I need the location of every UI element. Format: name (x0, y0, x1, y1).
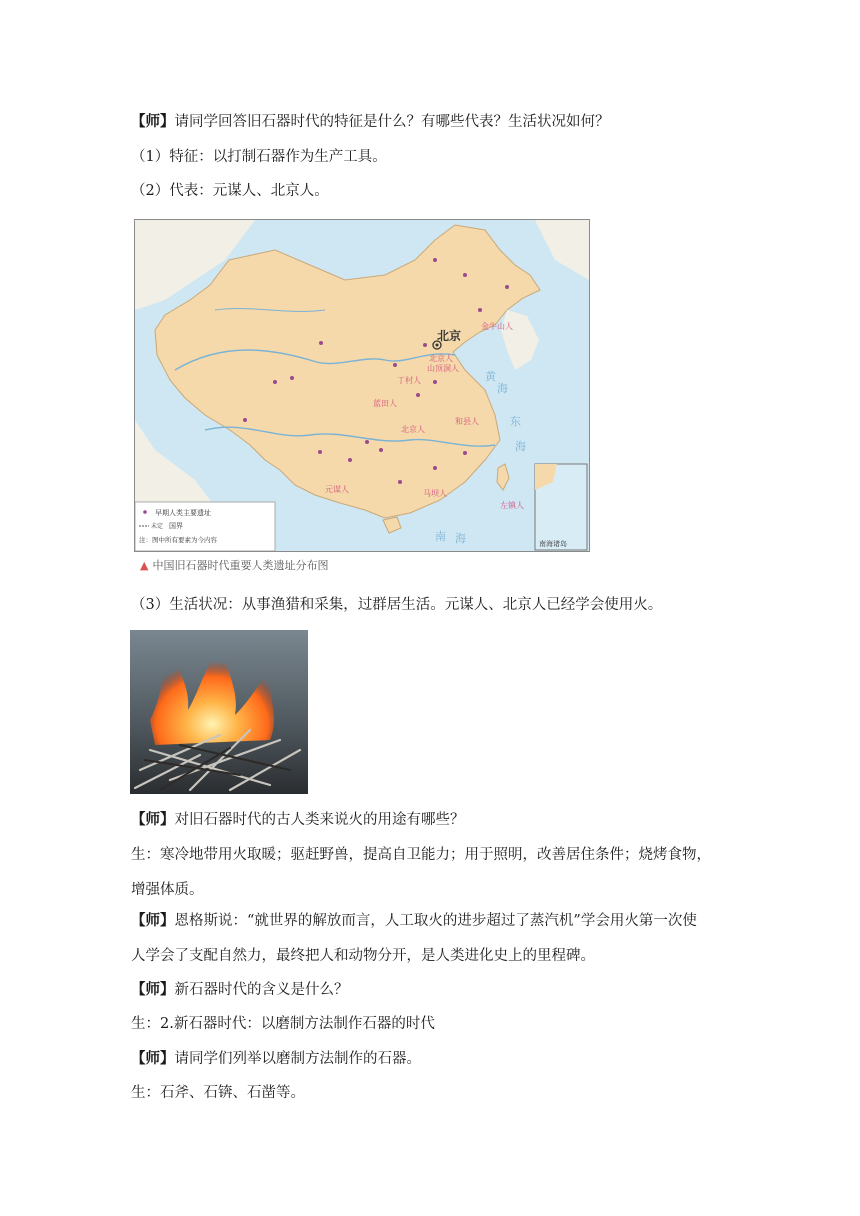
sea-label-east-1: 东 (510, 415, 521, 428)
site-label-dingcun: 丁村人 (397, 376, 421, 385)
campfire-graphic (130, 630, 308, 794)
sea-label-yellow-2: 海 (497, 382, 508, 395)
capital-label: 北京 (437, 329, 462, 343)
inset-label: 南海诸岛 (539, 540, 567, 548)
teacher-engels-quote-1: 【师】恩格斯说：“就世界的解放而言，人工取火的进步超过了蒸汽机”学会用火第一次使 (131, 912, 697, 929)
teacher-question-1: 【师】请同学回答旧石器时代的特征是什么？有哪些代表？生活状况如何？ (131, 113, 610, 130)
legend-border-label: 国界 (169, 522, 183, 530)
site-label-beijing-2: 北京人 (401, 425, 425, 434)
student-answer-fire-1: 生：寒冷地带用火取暖；驱赶野兽，提高自卫能力；用于照明，改善居住条件；烧烤食物， (131, 847, 711, 863)
map-caption (140, 557, 328, 573)
map-legend (135, 502, 275, 551)
sea-label-east-2: 海 (515, 440, 526, 453)
sea-label-yellow-1: 黄 (485, 370, 496, 383)
caption-triangle-icon: ▲ (140, 559, 149, 572)
teacher-question-3: 【师】新石器时代的含义是什么？ (131, 981, 349, 998)
student-answer-neolithic: 生：2.新石器时代：以磨制方法制作石器的时代 (131, 1016, 435, 1032)
site-label-shandingdong: 山顶洞人 (427, 364, 459, 373)
south-china-sea-inset (535, 464, 587, 550)
site-label-zuozhen: 左镇人 (500, 501, 524, 510)
legend-note: 注：图中所有要素为今内容 (139, 536, 217, 544)
paleolithic-sites-map (134, 219, 590, 552)
legend-border-code: 未定 (151, 523, 164, 530)
teacher-question-4: 【师】请同学们列举以磨制方法制作的石器。 (131, 1050, 421, 1067)
site-label-yuanmou: 元谋人 (325, 485, 349, 494)
student-answer-fire-2: 增强体质。 (131, 882, 204, 898)
student-answer-tools: 生：石斧、石锛、石凿等。 (131, 1085, 305, 1101)
map-caption-text: 中国旧石器时代重要人类遗址分布图 (152, 559, 329, 572)
site-label-jinniushan: 金牛山人 (481, 322, 513, 331)
site-label-maba: 马坝人 (423, 489, 447, 498)
legend-site-label: 早期人类主要遗址 (155, 509, 211, 517)
site-label-lantian: 蓝田人 (373, 399, 397, 408)
answer-representatives: （2）代表：元谋人、北京人。 (131, 183, 329, 199)
site-label-hexian: 和县人 (455, 417, 479, 426)
campfire-photo (130, 630, 308, 794)
sea-label-south-2: 海 (455, 532, 466, 545)
china-map-graphic (135, 220, 589, 551)
teacher-engels-quote-2: 人学会了支配自然力，最终把人和动物分开，是人类进化史上的里程碑。 (131, 948, 595, 964)
answer-living-conditions: （3）生活状况：从事渔猎和采集，过群居生活。元谋人、北京人已经学会使用火。 (131, 597, 663, 613)
teacher-question-2: 【师】对旧石器时代的古人类来说火的用途有哪些？ (131, 811, 465, 828)
sea-label-south-1: 南 (435, 530, 446, 543)
site-label-beijing: 北京人 (429, 354, 453, 363)
answer-feature: （1）特征：以打制石器作为生产工具。 (131, 149, 387, 165)
